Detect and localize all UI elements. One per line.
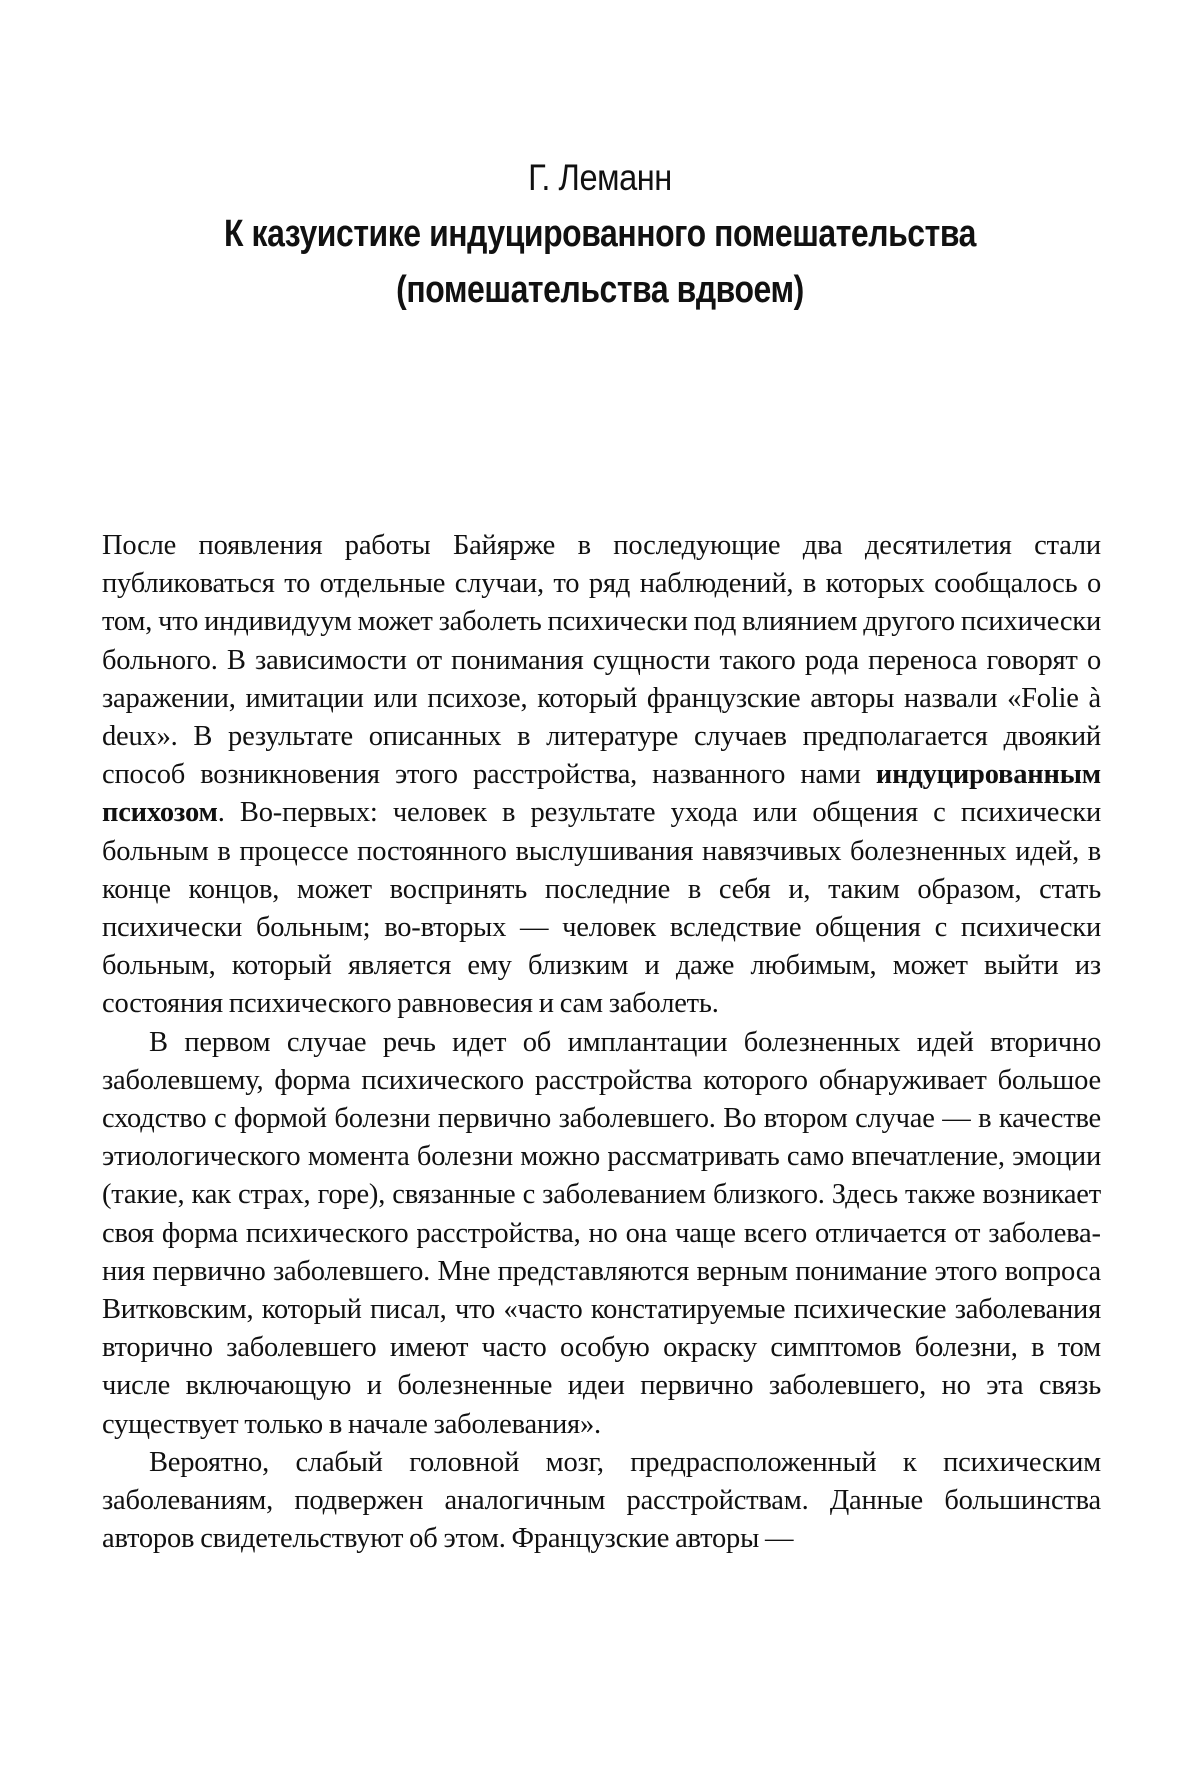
chapter-heading bbox=[0, 150, 1200, 318]
paragraph-3: Вероятно, слабый головной мозг, предрасположенный к психическим заболеваниям, подвержен аналогичным расстройствам. Данные большинства авторов свидетельствуют об этом. Французские авторы — bbox=[102, 1446, 1101, 1555]
paragraph-1-text-start: После появления работы Байярже в последующие два десятилетия стали публиковаться то отдельные случаи, то ряд наблюдений, в которых сообщалось о том, что индивидуум может заболеть психически под влиянием другого психически больного. В зависимости от понимания сущности такого рода переноса говорят о заражении, имитации или психозе, который французские авторы назвали «Folie à deux». В результате описанных в литературе случаев предполагается двоякий способ возникновения этого расстройства, названного нами bbox=[102, 530, 1101, 791]
body-text bbox=[102, 527, 1101, 1558]
author-name: Г. Леманн bbox=[528, 157, 672, 198]
paragraph-1-text-end: . Во-первых: человек в результате ухода или общения с психически больным в процессе постоянного выслушивания навязчивых болезненных идей, в конце концов, может воспринять последние в себя и, таким образом, стать психически больным; во-вторых — человек вследствие общения с психически больным, который является ему близким и даже любимым, может выйти из состояния психического равновесия и сам заболеть. bbox=[102, 797, 1101, 1020]
chapter-title-line-2: (помешательства вдвоем) bbox=[396, 269, 804, 311]
paragraph-2: В первом случае речь идет об имплантации болезненных идей вторично заболевшему, форма психического расстройства которого обнаруживает большое сходство с формой болезни первично заболевшего. Во втором случае — в качестве этиологического момента болезни можно рассматривать само впечатление, эмоции (такие, как страх, горе), связанные с заболеванием близкого. Здесь также возникает своя форма психического расстройства, но она чаще всего отличается от заболевания первично заболевшего. Мне представляются верным понимание этого вопроса Витковским, который писал, что «часто констатируемые психические заболевания вторично заболевшего имеют часто особую окраску симптомов болезни, в том числе включающую и болезненные идеи первично заболевшего, но эта связь существует только в начале заболевания». bbox=[102, 1026, 1101, 1440]
paragraph-1-bold-term: индуцированным психозом bbox=[102, 759, 1101, 829]
chapter-title-line-1: К казуистике индуцированного помешательства bbox=[224, 213, 976, 255]
paragraph-1 bbox=[102, 527, 1101, 1024]
